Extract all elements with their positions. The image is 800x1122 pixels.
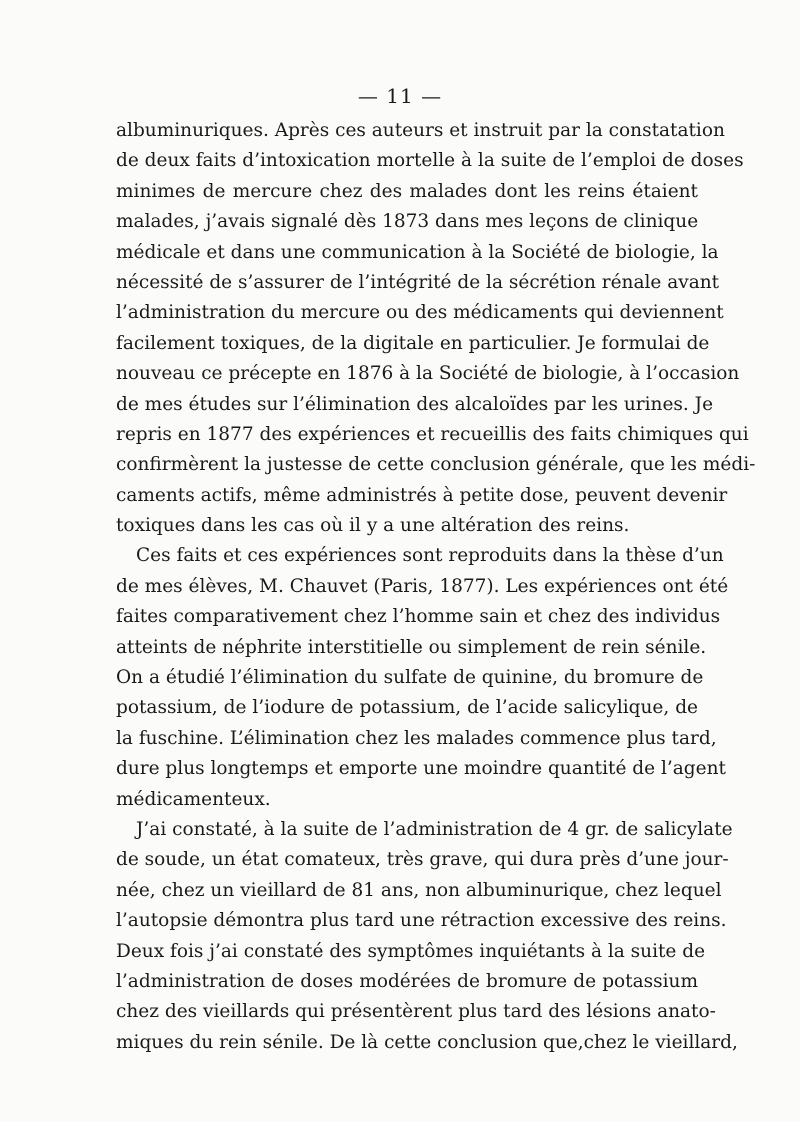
- text-line: nouveau ce précepte en 1876 à la Société de biologie, à l’occasion: [116, 363, 740, 385]
- text-line: de mes élèves, M. Chauvet (Paris, 1877). Les expériences ont été: [116, 575, 729, 597]
- paragraph-3: [116, 815, 738, 1058]
- text-line: la fuschine. L’élimination chez les malades commence plus tard,: [116, 727, 717, 749]
- text-line: faites comparativement chez l’homme sain et chez des individus: [116, 606, 721, 628]
- text-line: minimes de mercure chez des malades dont les reins étaient: [116, 180, 698, 202]
- text-line: l’administration de doses modérées de bromure de potassium: [116, 970, 698, 992]
- text-line: nécessité de s’assurer de l’intégrité de la sécrétion rénale avant: [116, 271, 720, 293]
- text-line: malades, j’avais signalé dès 1873 dans mes leçons de clinique: [116, 211, 699, 233]
- body-text: [116, 116, 756, 1058]
- text-line: caments actifs, même administrés à petite dose, peuvent devenir: [116, 484, 728, 506]
- text-line: atteints de néphrite interstitielle ou simplement de rein sénile.: [116, 636, 707, 658]
- text-line: albuminuriques. Après ces auteurs et instruit par la constatation: [116, 120, 725, 141]
- text-line: de soude, un état comateux, très grave, qui dura près d’une jour-: [116, 849, 729, 871]
- paragraph-2: [116, 541, 729, 815]
- text-line: repris en 1877 des expériences et recueillis des faits chimiques qui: [116, 423, 749, 445]
- text-line: On a étudié l’élimination du sulfate de quinine, du bromure de: [116, 667, 704, 689]
- text-line: toxiques dans les cas où il y a une altération des reins.: [116, 515, 630, 537]
- text-line: potassium, de l’iodure de potassium, de l’acide salicylique, de: [116, 697, 698, 719]
- text-line: médicale et dans une communication à la Société de biologie, la: [116, 241, 719, 263]
- text-line: miques du rein sénile. De là cette conclusion que,chez le vieillard,: [116, 1031, 738, 1053]
- text-line: Deux fois j’ai constaté des symptômes inquiétants à la suite de: [116, 940, 706, 962]
- text-line: l’administration du mercure ou des médicaments qui deviennent: [116, 302, 724, 324]
- text-line: de mes études sur l’élimination des alcaloïdes par les urines. Je: [116, 393, 714, 415]
- text-line: J’ai constaté, à la suite de l’administration de 4 gr. de salicylate: [136, 818, 733, 840]
- text-line: l’autopsie démontra plus tard une rétraction excessive des reins.: [116, 910, 727, 932]
- page-number: — 11 —: [357, 84, 443, 108]
- paragraph-1: [116, 116, 756, 541]
- text-line: née, chez un vieillard de 81 ans, non albuminurique, chez lequel: [116, 879, 722, 901]
- text-line: chez des vieillards qui présentèrent plus tard des lésions anato-: [116, 1001, 716, 1023]
- text-line: médicamenteux.: [116, 788, 271, 810]
- text-line: facilement toxiques, de la digitale en particulier. Je formulai de: [116, 332, 710, 354]
- text-line: confirmèrent la justesse de cette conclusion générale, que les médi-: [116, 454, 756, 476]
- text-line: Ces faits et ces expériences sont reproduits dans la thèse d’un: [136, 545, 724, 567]
- text-line: de deux faits d’intoxication mortelle à la suite de l’emploi de doses: [116, 150, 744, 172]
- text-line: dure plus longtemps et emporte une moindre quantité de l’agent: [116, 758, 726, 780]
